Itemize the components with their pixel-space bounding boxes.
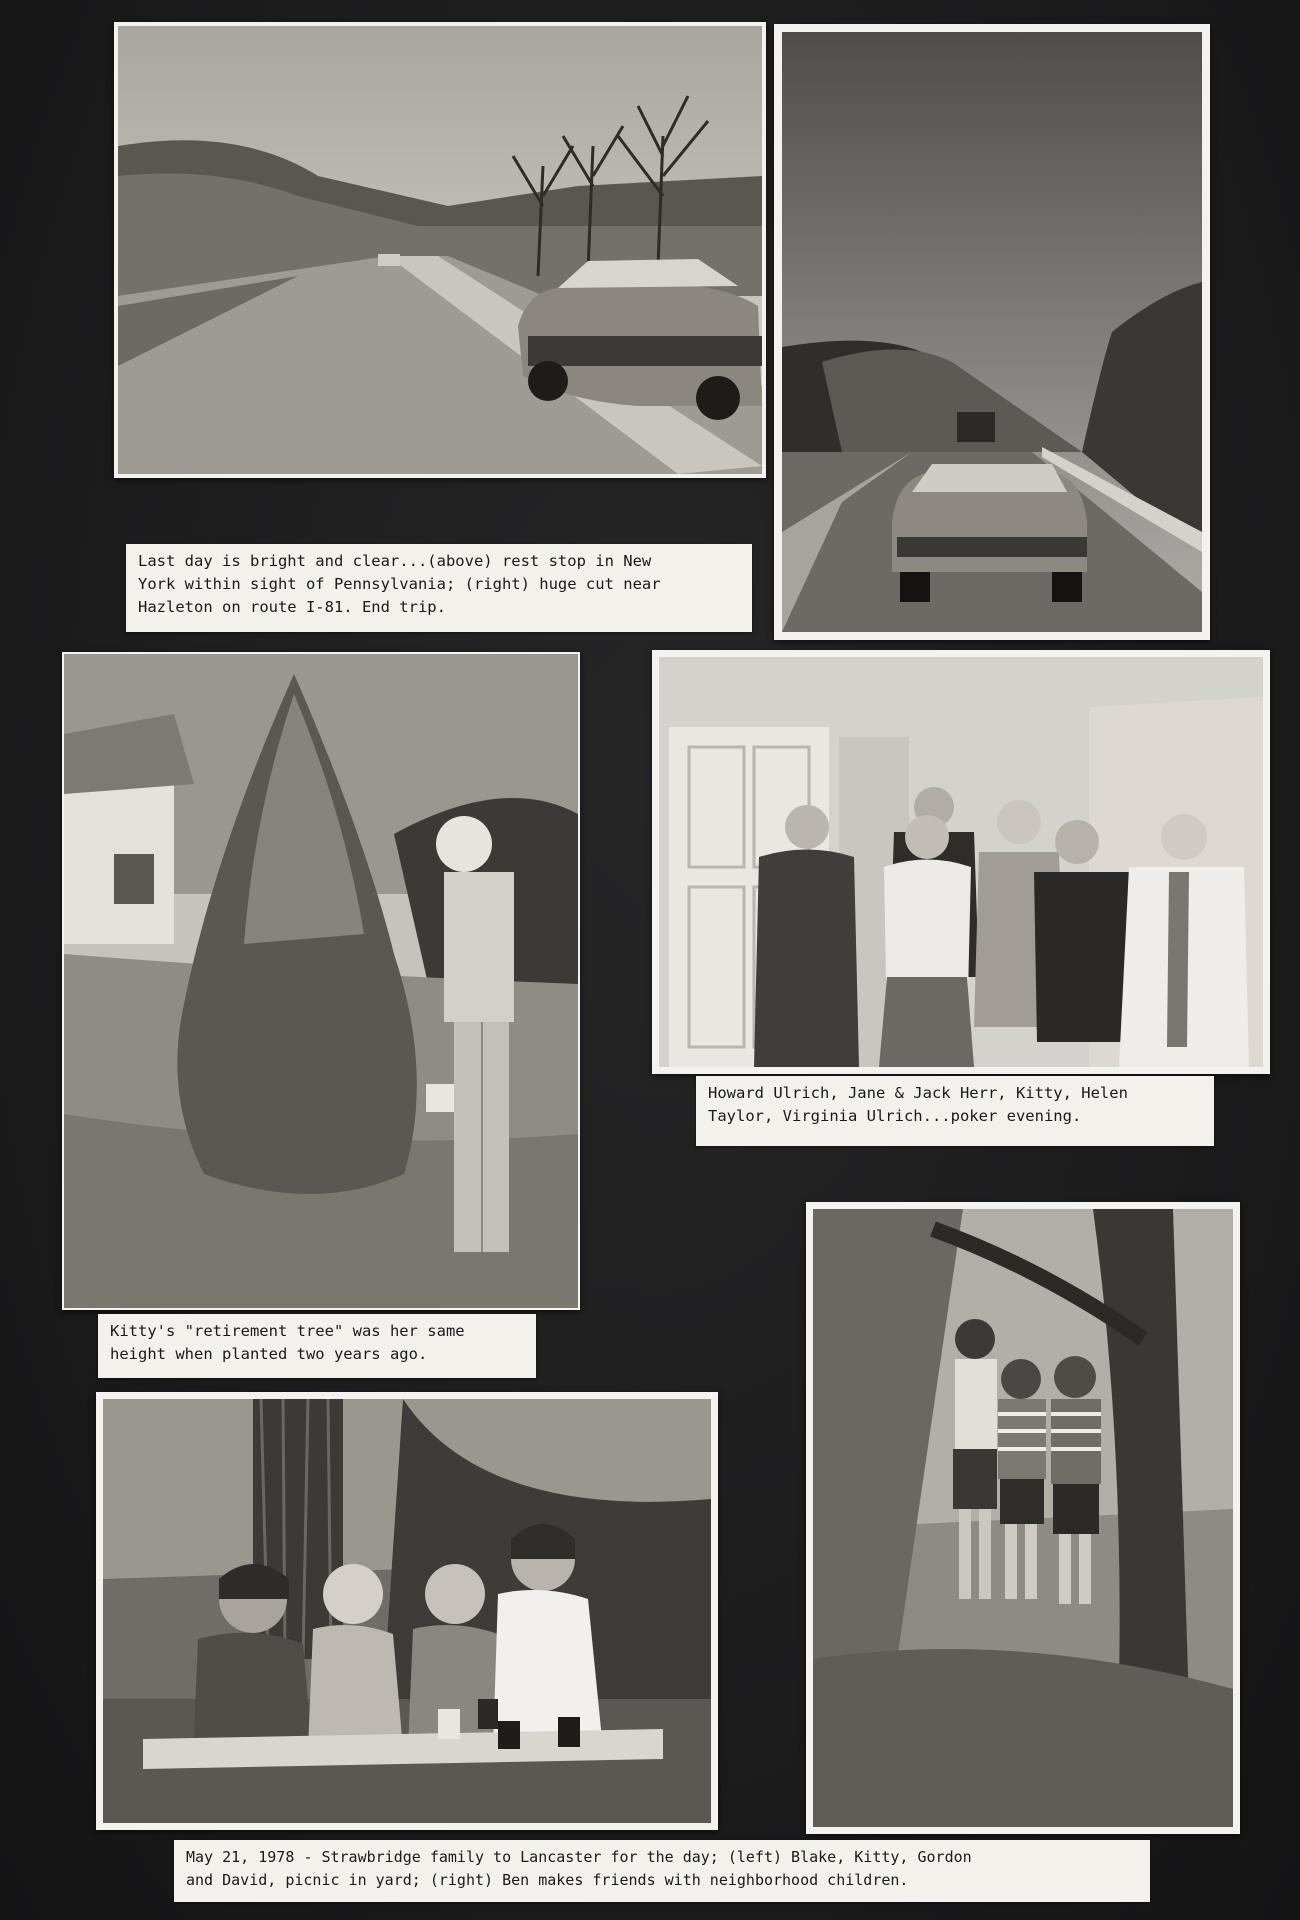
photo-children-woods bbox=[806, 1202, 1240, 1834]
photo-rest-stop bbox=[114, 22, 766, 478]
photo-poker-group bbox=[652, 650, 1270, 1074]
caption-poker-evening: Howard Ulrich, Jane & Jack Herr, Kitty, Helen Taylor, Virginia Ulrich...poker evening. bbox=[696, 1076, 1214, 1146]
caption-retirement-tree: Kitty's "retirement tree" was her same height when planted two years ago. bbox=[98, 1314, 536, 1378]
photo-highway-cut bbox=[774, 24, 1210, 640]
photo-picnic-family bbox=[96, 1392, 718, 1830]
caption-road-trip: Last day is bright and clear...(above) rest stop in New York within sight of Pennsylvania; (right) huge cut near Hazleton on route I-81. End trip. bbox=[126, 544, 752, 632]
caption-lancaster-day: May 21, 1978 - Strawbridge family to Lancaster for the day; (left) Blake, Kitty, Gordon and David, picnic in yard; (right) Ben makes friends with neighborhood children. bbox=[174, 1840, 1150, 1902]
photo-retirement-tree bbox=[62, 652, 580, 1310]
